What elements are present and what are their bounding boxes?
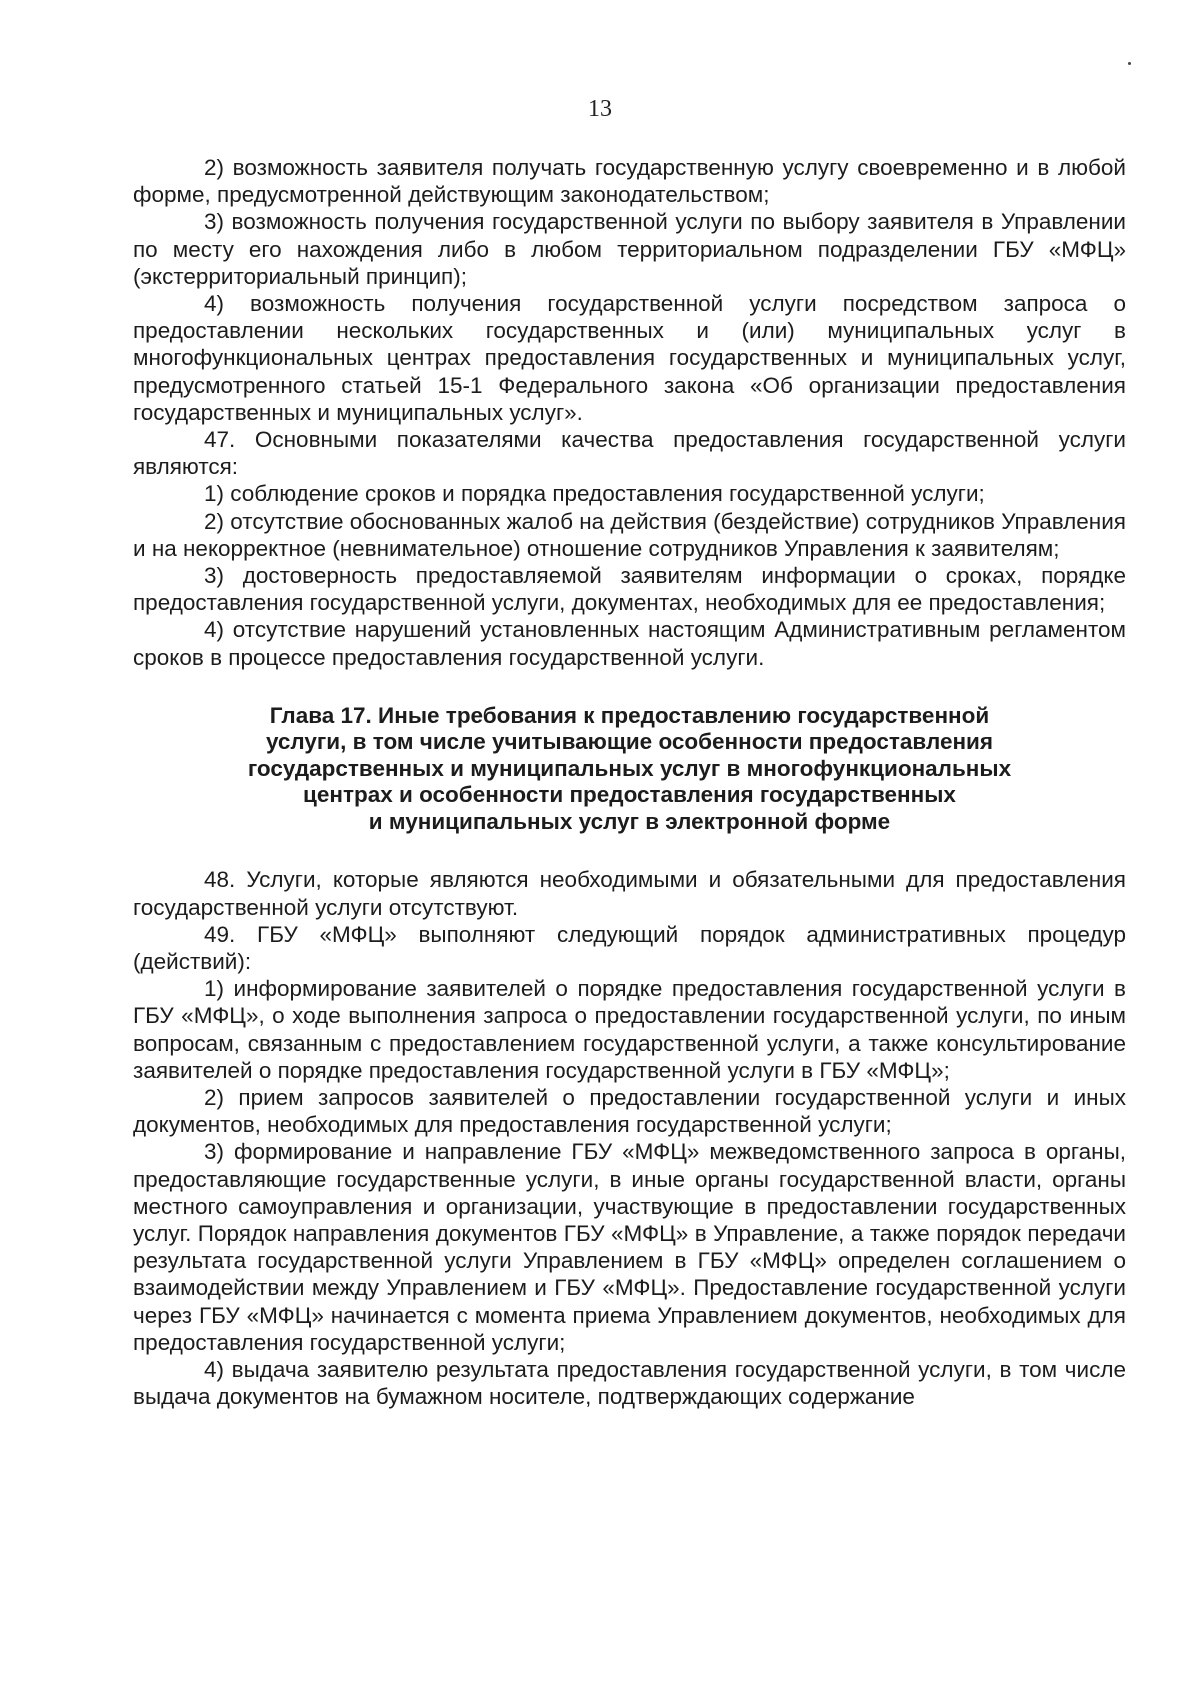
paragraph: 4) отсутствие нарушений установленных настоящим Административным регламентом сроков в процессе предоставления государственной услуги. [133, 617, 1126, 670]
page-number: 13 [588, 96, 612, 122]
paragraph: 4) выдача заявителю результата предоставления государственной услуги, в том числе выдача документов на бумажном носителе, подтверждающих содержание [133, 1357, 1126, 1410]
paragraph: 3) возможность получения государственной услуги по выбору заявителя в Управлении по месту его нахождения либо в любом территориальном подразделении ГБУ «МФЦ» (экстерриториальный принцип); [133, 209, 1126, 289]
heading-line: Глава 17. Иные требования к предоставлению государственной [269, 702, 990, 728]
paragraph: 4) возможность получения государственной услуги посредством запроса о предоставлении нескольких государственных и (или) муниципальных услуг в многофункциональных центрах предоставления государственных и муниципальных услуг, предусмотренного статьей 15-1 Федерального закона «Об организации предоставления государственных и муниципальных услуг». [133, 291, 1126, 425]
paragraph: 1) информирование заявителей о порядке предоставления государственной услуги в ГБУ «МФЦ», о ходе выполнения запроса о предоставлении государственной услуги, по иным вопросам, связанным с предоставлением государственной услуги, а также консультирование заявителей о порядке предоставления государственной услуги в ГБУ «МФЦ»; [133, 976, 1126, 1083]
heading-line: центрах и особенности предоставления государственных [303, 782, 956, 808]
paragraph: 3) достоверность предоставляемой заявителям информации о сроках, порядке предоставления государственной услуги, документах, необходимых для ее предоставления; [133, 563, 1126, 616]
paragraph: 1) соблюдение сроков и порядка предоставления государственной услуги; [204, 481, 985, 507]
heading-line: государственных и муниципальных услуг в многофункциональных [247, 755, 1012, 781]
heading-line: услуги, в том числе учитывающие особенности предоставления [265, 729, 994, 755]
paragraph: 49. ГБУ «МФЦ» выполняют следующий порядок административных процедур (действий): [133, 921, 1126, 974]
paragraph: 2) прием запросов заявителей о предоставлении государственной услуги и иных документов, необходимых для предоставления государственной услуги; [133, 1084, 1126, 1138]
paragraph: 2) отсутствие обоснованных жалоб на действия (бездействие) сотрудников Управления и на некорректное (невнимательное) отношение сотрудников Управления к заявителям; [133, 508, 1126, 561]
paragraph: 47. Основными показателями качества предоставления государственной услуги являются: [133, 427, 1126, 480]
document-body [133, 154, 1126, 1410]
heading-line: и муниципальных услуг в электронной форме [368, 808, 891, 834]
scan-speck [1128, 62, 1131, 65]
paragraph: 3) формирование и направление ГБУ «МФЦ» межведомственного запроса в органы, предоставляющие государственные услуги, в иные органы государственной власти, органы местного самоуправления и организации, участвующие в предоставлении государственных услуг. Порядок направления документов ГБУ «МФЦ» в Управление, а также порядок передачи результата государственной услуги Управлением в ГБУ «МФЦ» определен соглашением о взаимодействии между Управлением и ГБУ «МФЦ». Предоставление государственной услуги через ГБУ «МФЦ» начинается с момента приема Управлением документов, необходимых для предоставления государственной услуги; [133, 1139, 1126, 1355]
chapter-heading [133, 703, 1126, 836]
paragraph: 48. Услуги, которые являются необходимыми и обязательными для предоставления государственной услуги отсутствуют. [133, 867, 1126, 920]
paragraph: 2) возможность заявителя получать государственную услугу своевременно и в любой форме, предусмотренной действующим законодательством; [133, 155, 1126, 208]
